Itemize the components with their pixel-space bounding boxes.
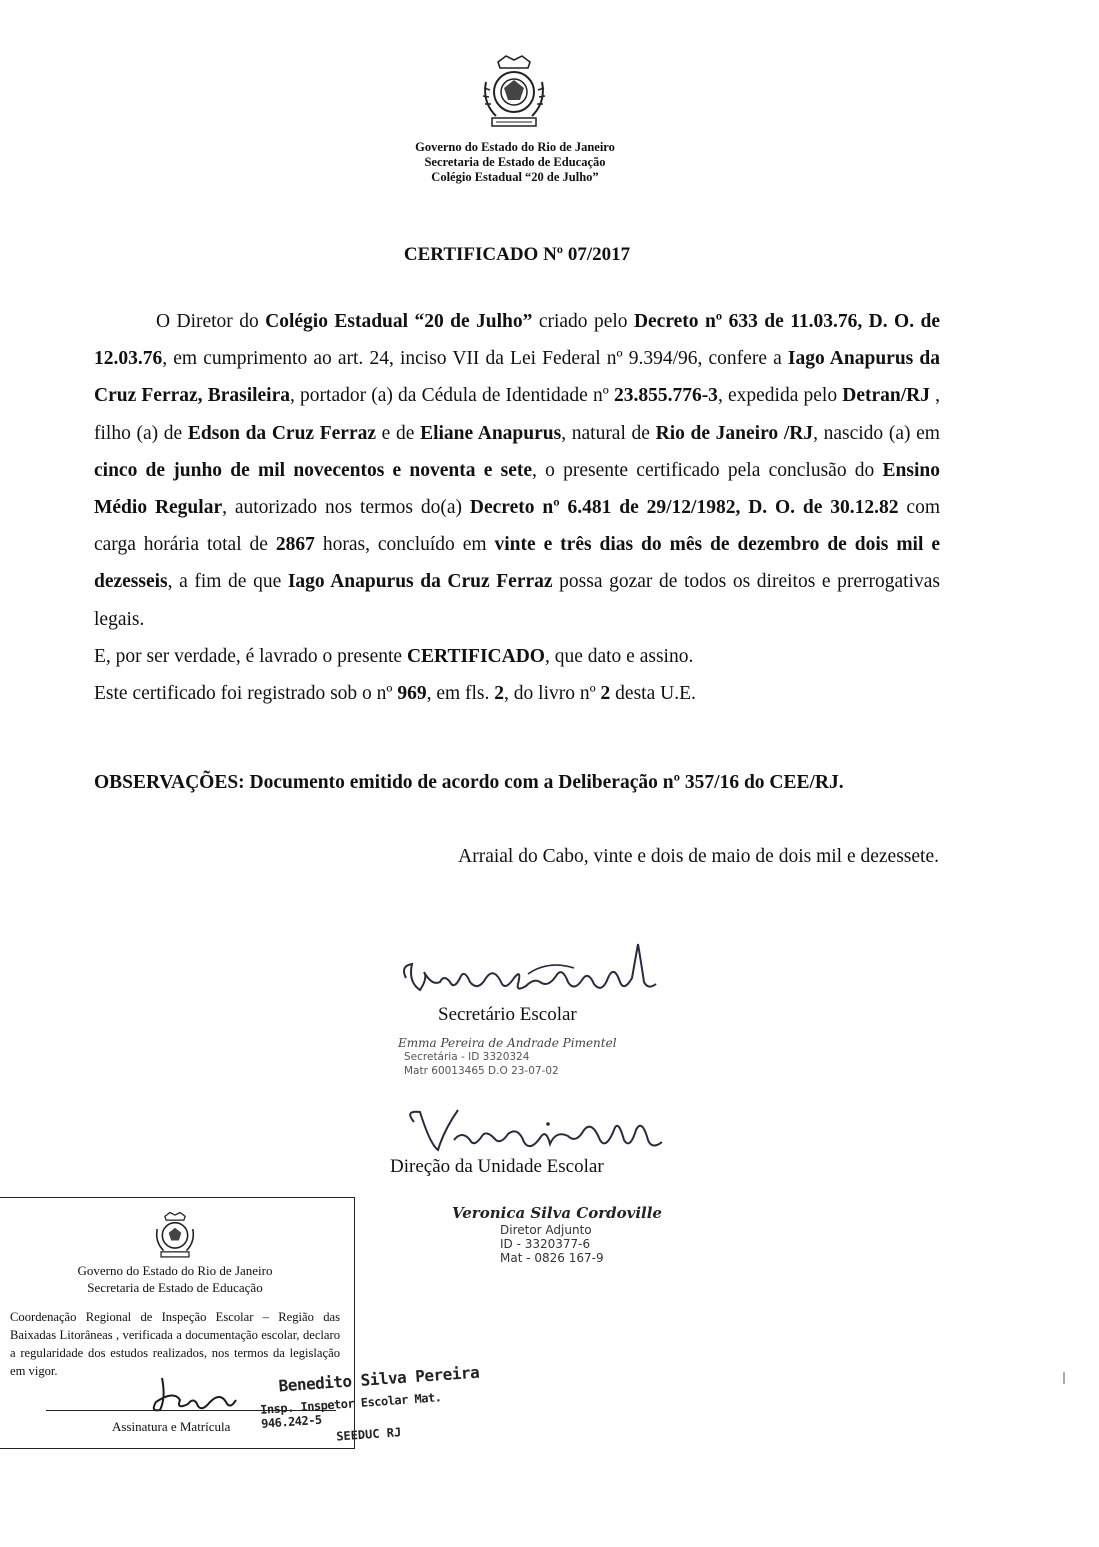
director-stamp-matricula: Mat - 0826 167-9 bbox=[500, 1251, 604, 1265]
director-stamp-id: ID - 3320377-6 bbox=[500, 1237, 591, 1251]
text-run: desta U.E. bbox=[610, 683, 696, 705]
bold-run: 2867 bbox=[275, 534, 315, 556]
secretary-stamp-matricula: Matr 60013465 D.O 23-07-02 bbox=[404, 1065, 559, 1077]
text-run: , em fls. bbox=[426, 683, 495, 705]
text-run: , filho (a) de bbox=[94, 385, 940, 444]
body-paragraph-2 bbox=[94, 638, 940, 675]
bold-run: 969 bbox=[397, 683, 427, 705]
inspector-stamp bbox=[258, 1362, 492, 1449]
bold-run: CERTIFICADO bbox=[406, 645, 545, 667]
text-run: , o presente certificado pela conclusão do bbox=[532, 459, 883, 481]
text-run: Este certificado foi registrado sob o nº bbox=[94, 683, 398, 705]
director-role-label: Direção da Unidade Escolar bbox=[390, 1156, 604, 1177]
director-stamp-title: Diretor Adjunto bbox=[500, 1223, 592, 1237]
secretary-stamp-name: Emma Pereira de Andrade Pimentel bbox=[398, 1036, 617, 1050]
bold-run: Iago Anapurus da Cruz Ferraz bbox=[287, 571, 553, 593]
bold-run: Detran/RJ bbox=[842, 385, 930, 407]
text-run: criado pelo bbox=[532, 311, 634, 332]
text-run: , natural de bbox=[561, 422, 656, 444]
secretary-stamp bbox=[398, 1036, 638, 1078]
text-run: , expedida pelo bbox=[717, 385, 843, 407]
state-coat-of-arms-icon bbox=[152, 1210, 198, 1262]
bold-run: Decreto nº 6.481 de 29/12/1982, D. O. de 30.12.82 bbox=[469, 497, 899, 519]
header bbox=[360, 140, 670, 185]
text-run: O Diretor do bbox=[156, 311, 266, 332]
bold-run: 2 bbox=[600, 683, 611, 705]
header-school: Colégio Estadual “20 de Julho” bbox=[431, 170, 599, 184]
secretary-stamp-id: Secretária - ID 3320324 bbox=[404, 1051, 530, 1063]
director-stamp bbox=[452, 1206, 682, 1265]
text-run: , nascido (a) em bbox=[813, 422, 940, 444]
bold-run: Iago Anapurus da Cruz Ferraz, Brasileira bbox=[94, 348, 940, 407]
place-and-date: Arraial do Cabo, vinte e dois de maio de dois mil e dezessete. bbox=[458, 846, 939, 867]
bold-run: Rio de Janeiro /RJ bbox=[655, 422, 814, 444]
handwritten-signature-director bbox=[400, 1100, 670, 1162]
text-run: e de bbox=[376, 422, 421, 444]
bold-run: 23.855.776-3 bbox=[613, 385, 718, 407]
header-secretariat: Secretaria de Estado de Educação bbox=[424, 155, 606, 169]
text-run: , do livro nº bbox=[504, 683, 601, 705]
bold-run: Colégio Estadual “20 de Julho” bbox=[265, 311, 533, 332]
bold-run: Edson da Cruz Ferraz bbox=[187, 422, 377, 444]
body-paragraph-1 bbox=[94, 303, 940, 638]
stamp-box-secretariat: Secretaria de Estado de Educação bbox=[87, 1280, 263, 1295]
text-run: possa gozar de todos os direitos e prerrogativas legais. bbox=[94, 571, 941, 630]
header-government: Governo do Estado do Rio de Janeiro bbox=[415, 140, 615, 154]
text-run: , em cumprimento ao art. 24, inciso VII da Lei Federal nº 9.394/96, confere a bbox=[162, 348, 788, 370]
bold-run: vinte e três dias do mês de dezembro de dois mil e dezesseis bbox=[94, 534, 940, 593]
text-run: E, por ser verdade, é lavrado o presente bbox=[94, 645, 407, 667]
text-run: horas, concluído em bbox=[314, 534, 495, 556]
handwritten-signature-secretary bbox=[398, 938, 660, 1010]
text-run: , portador (a) da Cédula de Identidade nº bbox=[290, 385, 614, 407]
body-paragraph-3 bbox=[94, 675, 940, 712]
scan-mark bbox=[1063, 1372, 1065, 1384]
text-run: , a fim de que bbox=[167, 571, 288, 593]
text-run: , que dato e assino. bbox=[544, 645, 694, 667]
observations: OBSERVAÇÕES: Documento emitido de acordo com a Deliberação nº 357/16 do CEE/RJ. bbox=[94, 772, 844, 793]
inspector-name: Benedito Silva Pereira bbox=[277, 1362, 480, 1396]
certificate-body bbox=[94, 303, 940, 712]
secretary-role-label: Secretário Escolar bbox=[438, 1004, 577, 1025]
inspector-org: SEEDUC RJ bbox=[335, 1425, 402, 1444]
text-run: , autorizado nos termos do(a) bbox=[222, 497, 470, 519]
bold-run: cinco de junho de mil novecentos e noventa e sete bbox=[94, 459, 533, 481]
bold-run: Ensino Médio Regular bbox=[94, 459, 940, 519]
stamp-box-header bbox=[20, 1262, 330, 1296]
bold-run: Eliane Anapurus bbox=[420, 422, 562, 444]
director-stamp-name: Veronica Silva Cordoville bbox=[452, 1204, 662, 1222]
signature-caption: Assinatura e Matrícula bbox=[112, 1419, 231, 1434]
bold-run: Decreto nº 633 de 11.03.76, D. O. de 12.03.76 bbox=[94, 311, 940, 370]
inspector-title: Insp. Inspetor Escolar Mat. 946.242-5 bbox=[259, 1390, 442, 1431]
stamp-box-declaration: Coordenação Regional de Inspeção Escolar – Região das Baixadas Litorâneas , verificada a documentação escolar, declaro a regularidade dos estudos realizados, nos termos da legislação em vigor. bbox=[10, 1310, 340, 1378]
text-run: com carga horária total de bbox=[94, 497, 940, 556]
certificate-title: CERTIFICADO Nº 07/2017 bbox=[403, 244, 631, 265]
bold-run: 2 bbox=[494, 683, 505, 705]
state-coat-of-arms-icon bbox=[478, 52, 550, 134]
stamp-box-government: Governo do Estado do Rio de Janeiro bbox=[77, 1263, 273, 1278]
